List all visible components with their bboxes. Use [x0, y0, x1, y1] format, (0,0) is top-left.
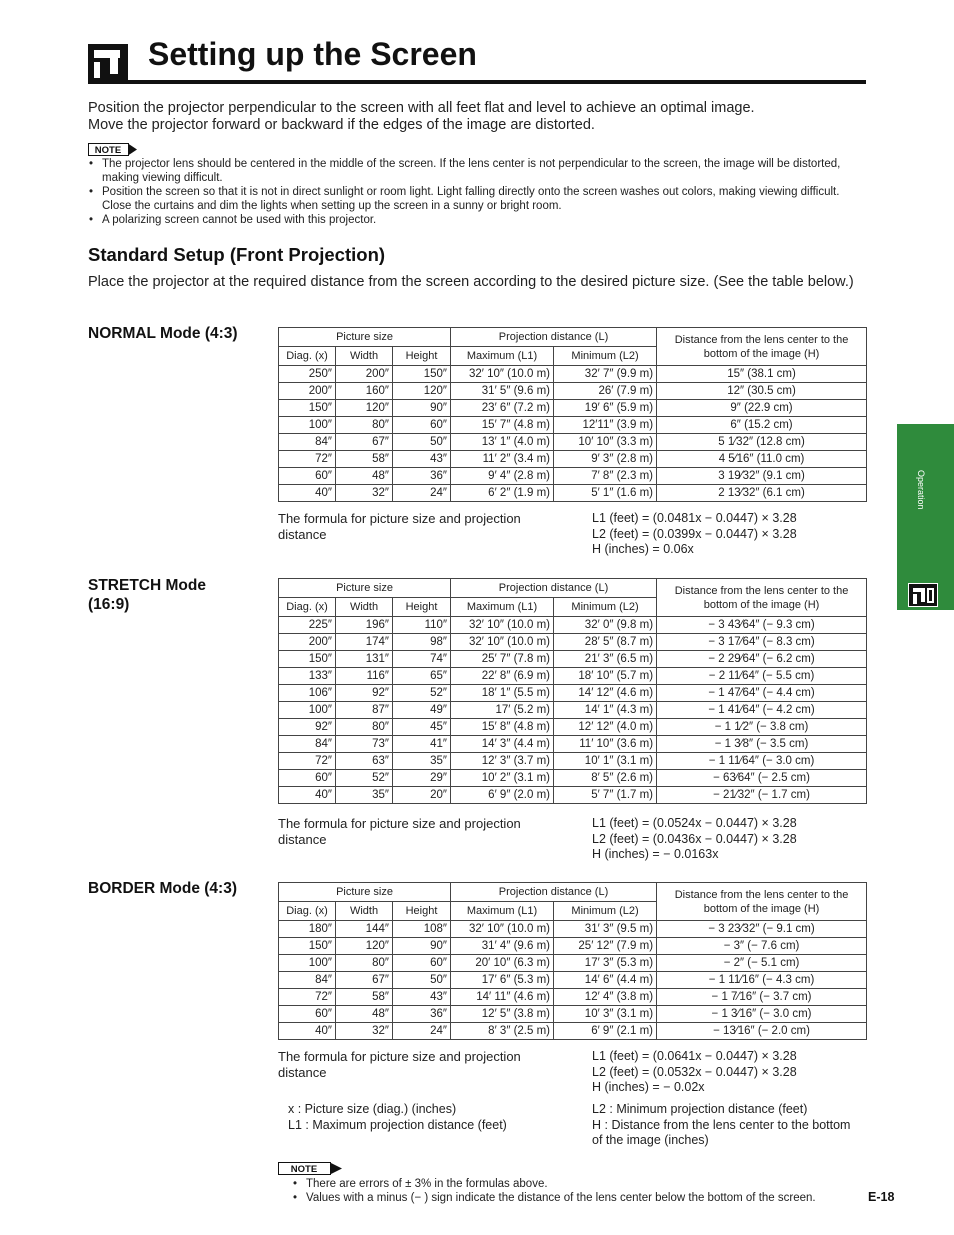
table-cell: 84″ — [279, 434, 336, 451]
table-cell: − 21⁄32″ (− 1.7 cm) — [657, 787, 867, 804]
table-row — [279, 702, 867, 719]
table-cell: 20′ 10″ (6.3 m) — [451, 955, 554, 972]
table-cell: 36″ — [393, 1006, 451, 1023]
table-cell: 11′ 10″ (3.6 m) — [554, 736, 657, 753]
col-lens-distance: Distance from the lens center to the bottom of the image (H) — [657, 883, 867, 921]
table-cell: 4 5⁄16″ (11.0 cm) — [657, 451, 867, 468]
table-cell: 200″ — [336, 366, 393, 383]
table-row — [279, 685, 867, 702]
table-cell: 160″ — [336, 383, 393, 400]
col-minimum: Minimum (L2) — [554, 598, 657, 617]
table-cell: 48″ — [336, 1006, 393, 1023]
table-cell: 14′ 3″ (4.4 m) — [451, 736, 554, 753]
note-badge-label: NOTE — [290, 1164, 318, 1175]
table-row — [279, 736, 867, 753]
table-cell: 72″ — [279, 451, 336, 468]
table-cell: 133″ — [279, 668, 336, 685]
table-cell: 10′ 3″ (3.1 m) — [554, 1006, 657, 1023]
table-row — [279, 434, 867, 451]
stretch-formulas — [592, 816, 797, 863]
col-height: Height — [393, 598, 451, 617]
table-row — [279, 719, 867, 736]
table-cell: 98″ — [393, 634, 451, 651]
note-list — [292, 1177, 878, 1205]
table-cell: − 3″ (− 7.6 cm) — [657, 938, 867, 955]
table-cell: 17′ 3″ (5.3 m) — [554, 955, 657, 972]
table-cell: 120″ — [393, 383, 451, 400]
table-cell: 31′ 3″ (9.5 m) — [554, 921, 657, 938]
intro-text — [88, 100, 868, 134]
side-tab-label: Operation — [916, 470, 926, 510]
section-heading: Standard Setup (Front Projection) — [88, 244, 386, 265]
table-row — [279, 634, 867, 651]
table-cell: 11′ 2″ (3.4 m) — [451, 451, 554, 468]
table-cell: 6′ 9″ (2.0 m) — [451, 787, 554, 804]
table-cell: 49″ — [393, 702, 451, 719]
table-cell: 14′ 1″ (4.3 m) — [554, 702, 657, 719]
legend-l1: L1 : Maximum projection distance (feet) — [288, 1117, 507, 1132]
table-cell: 9′ 3″ (2.8 m) — [554, 451, 657, 468]
normal-mode-heading: NORMAL Mode (4:3) — [88, 325, 238, 342]
formula-l2: L2 (feet) = (0.0399x − 0.0447) × 3.28 — [592, 526, 797, 541]
legend-x: x : Picture size (diag.) (inches) — [288, 1102, 457, 1116]
col-diag: Diag. (x) — [279, 347, 336, 366]
col-diag: Diag. (x) — [279, 598, 336, 617]
table-cell: 2 13⁄32″ (6.1 cm) — [657, 485, 867, 502]
col-height: Height — [393, 902, 451, 921]
table-cell: 40″ — [279, 787, 336, 804]
formula-h: H (inches) = 0.06x — [592, 542, 694, 556]
table-cell: 32′ 10″ (10.0 m) — [451, 366, 554, 383]
table-cell: 15′ 7″ (4.8 m) — [451, 417, 554, 434]
table-cell: 60″ — [279, 1006, 336, 1023]
table-cell: 144″ — [336, 921, 393, 938]
table-row — [279, 1023, 867, 1040]
operation-icon — [88, 44, 128, 84]
table-row — [279, 417, 867, 434]
table-cell: 18′ 1″ (5.5 m) — [451, 685, 554, 702]
note-item: • Position the screen so that it is not in direct sunlight or room light. Light falling directly onto the screen washes out colors, making viewing difficult. Close the curtains and dim the lights when setting up the screen in a sunny or bright room. — [102, 185, 866, 213]
table-cell: 84″ — [279, 972, 336, 989]
col-width: Width — [336, 598, 393, 617]
table-cell: 58″ — [336, 451, 393, 468]
table-cell: 24″ — [393, 1023, 451, 1040]
table-row — [279, 651, 867, 668]
col-height: Height — [393, 347, 451, 366]
normal-mode-table — [278, 327, 867, 502]
table-cell: 10′ 10″ (3.3 m) — [554, 434, 657, 451]
table-cell: 32′ 10″ (10.0 m) — [451, 634, 554, 651]
table-cell: 90″ — [393, 938, 451, 955]
table-cell: 12′ 12″ (4.0 m) — [554, 719, 657, 736]
table-cell: 72″ — [279, 753, 336, 770]
table-cell: 60″ — [279, 770, 336, 787]
table-row — [279, 955, 867, 972]
table-cell: 225″ — [279, 617, 336, 634]
table-cell: 12′ 3″ (3.7 m) — [451, 753, 554, 770]
stretch-mode-table — [278, 578, 867, 804]
table-row — [279, 787, 867, 804]
table-cell: − 1 1⁄2″ (− 3.8 cm) — [657, 719, 867, 736]
table-cell: 23′ 6″ (7.2 m) — [451, 400, 554, 417]
table-cell: 24″ — [393, 485, 451, 502]
note-item: • Values with a minus (− ) sign indicate the distance of the lens center below the bottom of the screen. — [306, 1191, 878, 1205]
table-cell: 43″ — [393, 989, 451, 1006]
table-cell: 29″ — [393, 770, 451, 787]
table-cell: 92″ — [336, 685, 393, 702]
table-cell: 8′ 3″ (2.5 m) — [451, 1023, 554, 1040]
table-cell: − 2 29⁄64″ (− 6.2 cm) — [657, 651, 867, 668]
table-cell: 17′ (5.2 m) — [451, 702, 554, 719]
table-cell: 67″ — [336, 434, 393, 451]
table-cell: 12′ 5″ (3.8 m) — [451, 1006, 554, 1023]
table-cell: − 3 23⁄32″ (− 9.1 cm) — [657, 921, 867, 938]
border-formulas — [592, 1049, 797, 1096]
table-cell: 108″ — [393, 921, 451, 938]
table-cell: 9″ (22.9 cm) — [657, 400, 867, 417]
table-cell: 20″ — [393, 787, 451, 804]
table-row — [279, 366, 867, 383]
table-cell: 15′ 8″ (4.8 m) — [451, 719, 554, 736]
col-maximum: Maximum (L1) — [451, 598, 554, 617]
table-row — [279, 383, 867, 400]
table-cell: 12′11″ (3.9 m) — [554, 417, 657, 434]
table-cell: − 1 3⁄16″ (− 3.0 cm) — [657, 1006, 867, 1023]
table-cell: 150″ — [279, 938, 336, 955]
formula-l2: L2 (feet) = (0.0436x − 0.0447) × 3.28 — [592, 831, 797, 846]
col-width: Width — [336, 902, 393, 921]
table-cell: − 2″ (− 5.1 cm) — [657, 955, 867, 972]
table-cell: 15″ (38.1 cm) — [657, 366, 867, 383]
note-badge-label: NOTE — [94, 145, 122, 156]
table-cell: 80″ — [336, 719, 393, 736]
table-cell: 63″ — [336, 753, 393, 770]
table-cell: 32′ 7″ (9.9 m) — [554, 366, 657, 383]
table-cell: 31′ 5″ (9.6 m) — [451, 383, 554, 400]
table-row — [279, 468, 867, 485]
table-cell: 35″ — [336, 787, 393, 804]
normal-table-body — [279, 366, 867, 502]
col-picture-size: Picture size — [279, 328, 451, 347]
stretch-table-body — [279, 617, 867, 804]
table-cell: 13′ 1″ (4.0 m) — [451, 434, 554, 451]
table-row — [279, 972, 867, 989]
table-cell: 12′ 4″ (3.8 m) — [554, 989, 657, 1006]
note-item: • A polarizing screen cannot be used with this projector. — [102, 213, 866, 227]
table-row — [279, 989, 867, 1006]
table-cell: 90″ — [393, 400, 451, 417]
table-cell: − 1 11⁄64″ (− 3.0 cm) — [657, 753, 867, 770]
col-lens-distance: Distance from the lens center to the bottom of the image (H) — [657, 328, 867, 366]
table-cell: 35″ — [393, 753, 451, 770]
section-text: Place the projector at the required distance from the screen according to the desired picture size. (See the table below.) — [88, 274, 854, 290]
table-cell: − 1 3⁄8″ (− 3.5 cm) — [657, 736, 867, 753]
table-row — [279, 770, 867, 787]
table-cell: 14′ 11″ (4.6 m) — [451, 989, 554, 1006]
table-cell: 25′ 7″ (7.8 m) — [451, 651, 554, 668]
table-cell: 12″ (30.5 cm) — [657, 383, 867, 400]
table-cell: − 1 11⁄16″ (− 4.3 cm) — [657, 972, 867, 989]
table-cell: 106″ — [279, 685, 336, 702]
table-cell: 10′ 1″ (3.1 m) — [554, 753, 657, 770]
note-item: • There are errors of ± 3% in the formulas above. — [306, 1177, 878, 1191]
table-cell: 200″ — [279, 634, 336, 651]
table-cell: 6′ 9″ (2.1 m) — [554, 1023, 657, 1040]
table-cell: − 1 7⁄16″ (− 3.7 cm) — [657, 989, 867, 1006]
formula-l1: L1 (feet) = (0.0641x − 0.0447) × 3.28 — [592, 1049, 797, 1063]
intro-line-2: Move the projector forward or backward if the edges of the image are distorted. — [88, 117, 595, 133]
table-cell: 14′ 12″ (4.6 m) — [554, 685, 657, 702]
table-cell: 116″ — [336, 668, 393, 685]
table-cell: 180″ — [279, 921, 336, 938]
table-cell: 9′ 4″ (2.8 m) — [451, 468, 554, 485]
table-cell: 87″ — [336, 702, 393, 719]
table-row — [279, 400, 867, 417]
table-cell: 43″ — [393, 451, 451, 468]
formula-l1: L1 (feet) = (0.0524x − 0.0447) × 3.28 — [592, 816, 797, 830]
legend-left — [288, 1102, 578, 1133]
border-mode-table — [278, 882, 867, 1040]
table-cell: 58″ — [336, 989, 393, 1006]
table-cell: 45″ — [393, 719, 451, 736]
table-cell: 110″ — [393, 617, 451, 634]
table-cell: 200″ — [279, 383, 336, 400]
table-cell: 40″ — [279, 485, 336, 502]
table-cell: 40″ — [279, 1023, 336, 1040]
note-item: • The projector lens should be centered in the middle of the screen. If the lens center is not perpendicular to the screen, the image will be distorted, making viewing difficult. — [102, 157, 866, 185]
col-projection-distance: Projection distance (L) — [451, 883, 657, 902]
table-cell: 67″ — [336, 972, 393, 989]
formula-l1: L1 (feet) = (0.0481x − 0.0447) × 3.28 — [592, 511, 797, 525]
legend-h: H : Distance from the lens center to the bottom of the image (inches) — [592, 1117, 851, 1147]
table-cell: 22′ 8″ (6.9 m) — [451, 668, 554, 685]
normal-formula-label: The formula for picture size and projection distance — [278, 511, 521, 542]
table-row — [279, 668, 867, 685]
table-row — [279, 617, 867, 634]
table-row — [279, 938, 867, 955]
table-row — [279, 485, 867, 502]
table-cell: 28′ 5″ (8.7 m) — [554, 634, 657, 651]
table-cell: 17′ 6″ (5.3 m) — [451, 972, 554, 989]
table-row — [279, 921, 867, 938]
table-cell: 6″ (15.2 cm) — [657, 417, 867, 434]
table-cell: 174″ — [336, 634, 393, 651]
col-lens-distance: Distance from the lens center to the bottom of the image (H) — [657, 579, 867, 617]
intro-line-1: Position the projector perpendicular to the screen with all feet flat and level to achieve an optimal image. — [88, 100, 755, 116]
table-cell: 6′ 2″ (1.9 m) — [451, 485, 554, 502]
table-cell: 72″ — [279, 989, 336, 1006]
table-row — [279, 753, 867, 770]
table-cell: 73″ — [336, 736, 393, 753]
table-cell: 196″ — [336, 617, 393, 634]
table-cell: − 2 11⁄64″ (− 5.5 cm) — [657, 668, 867, 685]
col-maximum: Maximum (L1) — [451, 902, 554, 921]
table-row — [279, 1006, 867, 1023]
stretch-mode-heading: STRETCH Mode (16:9) — [88, 577, 206, 613]
table-cell: − 3 43⁄64″ (− 9.3 cm) — [657, 617, 867, 634]
table-cell: 7′ 8″ (2.3 m) — [554, 468, 657, 485]
col-width: Width — [336, 347, 393, 366]
col-picture-size: Picture size — [279, 883, 451, 902]
table-cell: 3 19⁄32″ (9.1 cm) — [657, 468, 867, 485]
table-cell: 14′ 6″ (4.4 m) — [554, 972, 657, 989]
formula-h: H (inches) = − 0.02x — [592, 1080, 705, 1094]
formula-l2: L2 (feet) = (0.0532x − 0.0447) × 3.28 — [592, 1064, 797, 1079]
border-mode-heading: BORDER Mode (4:3) — [88, 880, 237, 897]
table-cell: 150″ — [279, 400, 336, 417]
page-title: Setting up the Screen — [148, 36, 477, 72]
col-minimum: Minimum (L2) — [554, 902, 657, 921]
col-minimum: Minimum (L2) — [554, 347, 657, 366]
table-cell: 8′ 5″ (2.6 m) — [554, 770, 657, 787]
table-cell: 32′ 0″ (9.8 m) — [554, 617, 657, 634]
table-cell: 5′ 7″ (1.7 m) — [554, 787, 657, 804]
table-cell: 150″ — [279, 651, 336, 668]
col-diag: Diag. (x) — [279, 902, 336, 921]
title-rule — [88, 80, 866, 84]
table-cell: 100″ — [279, 417, 336, 434]
table-cell: 80″ — [336, 417, 393, 434]
table-cell: 32″ — [336, 485, 393, 502]
table-cell: 48″ — [336, 468, 393, 485]
col-maximum: Maximum (L1) — [451, 347, 554, 366]
table-cell: 80″ — [336, 955, 393, 972]
page-number: E-18 — [868, 1190, 895, 1204]
operation-icon — [908, 583, 938, 607]
table-cell: 74″ — [393, 651, 451, 668]
legend-l2: L2 : Minimum projection distance (feet) — [592, 1102, 808, 1116]
table-cell: 25′ 12″ (7.9 m) — [554, 938, 657, 955]
table-cell: 5 1⁄32″ (12.8 cm) — [657, 434, 867, 451]
table-cell: 84″ — [279, 736, 336, 753]
table-cell: 31′ 4″ (9.6 m) — [451, 938, 554, 955]
table-cell: 10′ 2″ (3.1 m) — [451, 770, 554, 787]
table-cell: − 63⁄64″ (− 2.5 cm) — [657, 770, 867, 787]
table-cell: 92″ — [279, 719, 336, 736]
table-cell: 120″ — [336, 938, 393, 955]
col-projection-distance: Projection distance (L) — [451, 579, 657, 598]
table-cell: 32′ 10″ (10.0 m) — [451, 617, 554, 634]
col-picture-size: Picture size — [279, 579, 451, 598]
table-cell: − 13⁄16″ (− 2.0 cm) — [657, 1023, 867, 1040]
formula-h: H (inches) = − 0.0163x — [592, 847, 719, 861]
legend-right — [592, 1102, 852, 1149]
table-cell: 52″ — [393, 685, 451, 702]
table-cell: 21′ 3″ (6.5 m) — [554, 651, 657, 668]
table-cell: 120″ — [336, 400, 393, 417]
table-cell: 41″ — [393, 736, 451, 753]
table-cell: 50″ — [393, 434, 451, 451]
table-cell: 100″ — [279, 702, 336, 719]
note-list — [88, 157, 866, 227]
table-cell: 250″ — [279, 366, 336, 383]
table-cell: 26′ (7.9 m) — [554, 383, 657, 400]
table-cell: 50″ — [393, 972, 451, 989]
table-cell: 60″ — [393, 417, 451, 434]
table-cell: − 1 47⁄64″ (− 4.4 cm) — [657, 685, 867, 702]
table-cell: 131″ — [336, 651, 393, 668]
stretch-formula-label: The formula for picture size and projection distance — [278, 816, 521, 847]
table-cell: 60″ — [279, 468, 336, 485]
table-cell: 19′ 6″ (5.9 m) — [554, 400, 657, 417]
col-projection-distance: Projection distance (L) — [451, 328, 657, 347]
table-cell: 32′ 10″ (10.0 m) — [451, 921, 554, 938]
table-cell: 150″ — [393, 366, 451, 383]
normal-formulas — [592, 511, 797, 558]
table-cell: 60″ — [393, 955, 451, 972]
table-cell: − 3 17⁄64″ (− 8.3 cm) — [657, 634, 867, 651]
border-table-body — [279, 921, 867, 1040]
table-cell: 18′ 10″ (5.7 m) — [554, 668, 657, 685]
table-cell: 5′ 1″ (1.6 m) — [554, 485, 657, 502]
table-cell: 36″ — [393, 468, 451, 485]
table-row — [279, 451, 867, 468]
border-formula-label: The formula for picture size and projection distance — [278, 1049, 521, 1080]
table-cell: − 1 41⁄64″ (− 4.2 cm) — [657, 702, 867, 719]
table-cell: 100″ — [279, 955, 336, 972]
table-cell: 65″ — [393, 668, 451, 685]
table-cell: 32″ — [336, 1023, 393, 1040]
table-cell: 52″ — [336, 770, 393, 787]
